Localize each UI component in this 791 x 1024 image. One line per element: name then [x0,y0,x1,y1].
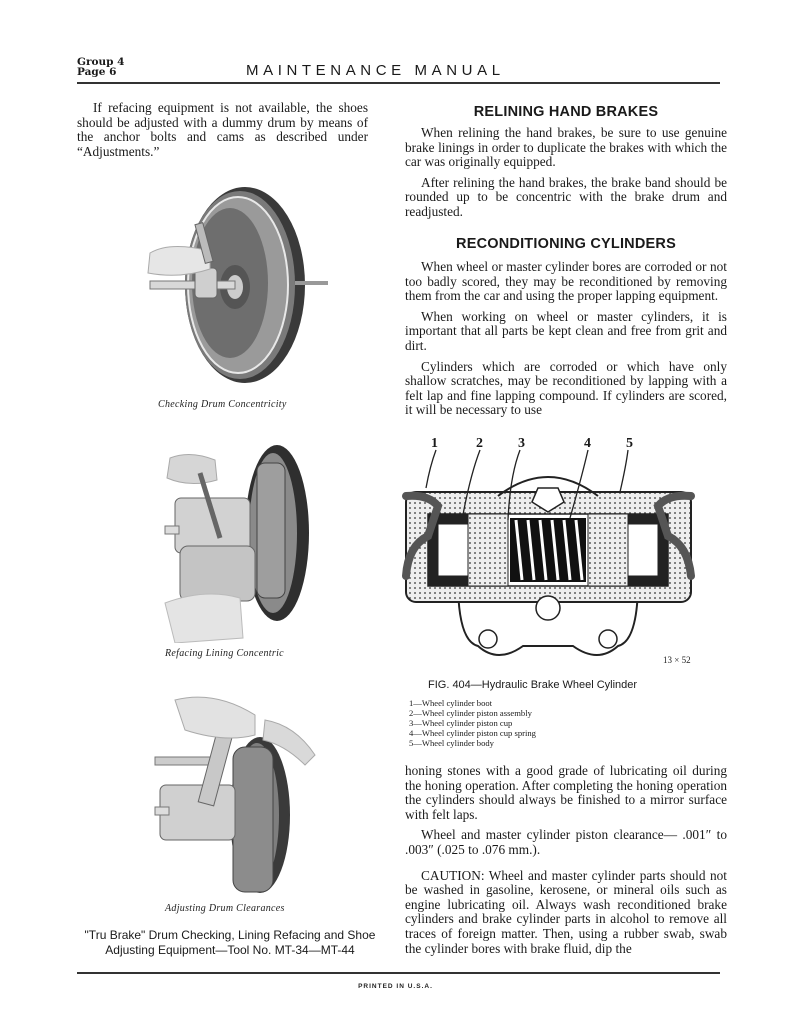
page-group-label [77,57,124,77]
paragraph: When working on wheel or master cylinders, it is important that all parts be kept clean and free from grit and dirt. [405,308,727,353]
photo-checking-drum [140,183,340,388]
drawing-code: 13 × 52 [663,655,691,665]
continued-text [405,764,727,956]
equipment-caption-line-2: Adjusting Equipment—Tool No. MT-34—MT-44 [105,943,355,957]
photo-adjusting-drum [145,685,345,895]
paragraph: After relining the hand brakes, the brake band should be rounded up to be concentric with the brake drum and readjusted. [405,174,727,219]
photo-caption-3: Adjusting Drum Clearances [165,903,285,914]
callout-3: 3 [518,436,525,451]
paragraph: honing stones with a good grade of lubricating oil during the honing operation. After completing the honing operation the cylinders should always be finished to a mirror surface with felt laps. [405,763,727,822]
legend-item: 2—Wheel cylinder piston assembly [409,708,532,718]
legend-item: 1—Wheel cylinder boot [409,698,493,708]
figure-legend [409,698,536,748]
footer-text: PRINTED IN U.S.A. [358,983,433,990]
wheel-cylinder-diagram [398,436,698,676]
page-number: Page 6 [77,66,117,78]
callout-1: 1 [431,436,438,451]
callout-4: 4 [584,436,591,451]
figure-caption: FIG. 404—Hydraulic Brake Wheel Cylinder [428,679,638,691]
paragraph: Wheel and master cylinder piston clearance— .001″ to .003″ (.025 to .076 mm.). [405,827,727,857]
paragraph: Cylinders which are corroded or which have only shallow scratches, may be reconditioned by lapping with a felt lap and fine lapping compound. If cylinders are scored, it will be necessary to use [405,358,727,418]
section-heading: RECONDITIONING CYLINDERS [456,236,676,252]
left-intro [77,101,368,159]
section-heading: RELINING HAND BRAKES [473,104,659,120]
footer-divider [77,972,720,974]
paragraph: When wheel or master cylinder bores are corroded or not too badly scored, they may be reconditioned by removing them from the car and using the proper lapping equipment. [405,259,727,304]
header-divider [77,82,720,84]
paragraph: When relining the hand brakes, be sure to use genuine brake linings in order to duplicate the brakes with which the car was originally equipped. [405,125,727,170]
legend-item: 4—Wheel cylinder piston cup spring [409,728,536,738]
photo-caption-1: Checking Drum Concentricity [158,399,287,410]
callout-2: 2 [476,436,483,451]
page-title: MAINTENANCE MANUAL [246,62,505,79]
figure-callouts [398,436,698,456]
group-number: Group 4 [77,56,125,68]
caution-paragraph: CAUTION: Wheel and master cylinder parts should not be washed in gasoline, kerosene, or mineral oils such as engine lubricating oil. Always wash reconditioned brake cylinders and brake cylinder parts in alcohol to remove all traces of foreign matter. Then, using a rubber swab, swab the cylinder bores with brake fluid, dip the [405,867,727,956]
section-relining-hand-brakes [405,104,727,220]
intro-paragraph: If refacing equipment is not available, the shoes should be adjusted with a dummy drum by means of the anchor bolts and cams as described under “Adjustments.” [77,100,368,159]
equipment-figure-caption [80,928,380,958]
section-reconditioning-cylinders [405,236,727,418]
legend-item: 3—Wheel cylinder piston cup [409,718,513,728]
photo-refacing-lining [145,438,345,643]
equipment-caption-line-1: "Tru Brake" Drum Checking, Lining Refacing and Shoe [84,928,376,942]
callout-5: 5 [626,436,633,451]
legend-item: 5—Wheel cylinder body [409,738,494,748]
photo-caption-2: Refacing Lining Concentric [165,648,284,659]
